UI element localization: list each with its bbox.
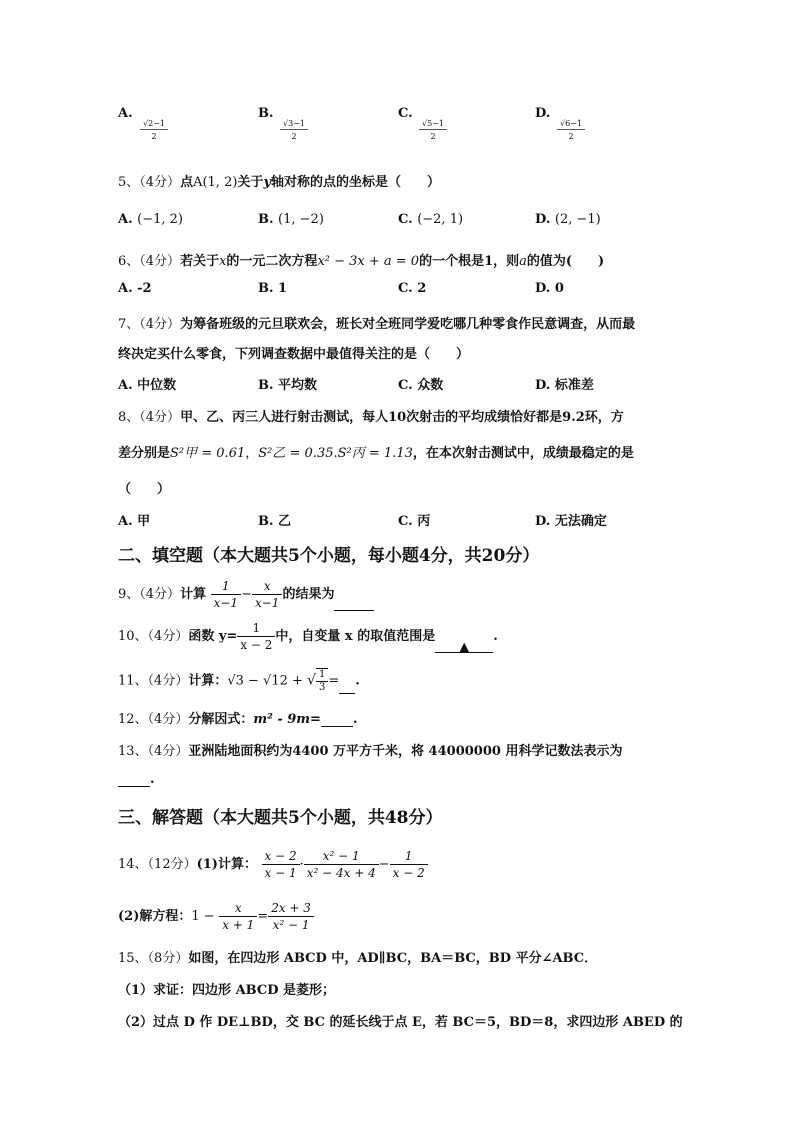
q8-option-b bbox=[258, 510, 291, 529]
numerator: 1 bbox=[211, 578, 241, 595]
question-text: ，在本次射击测试中，成绩最稳定的是 bbox=[412, 446, 634, 461]
fraction bbox=[268, 900, 314, 933]
numerator: 2x + 3 bbox=[268, 900, 314, 917]
numerator: x² − 1 bbox=[304, 848, 379, 865]
question-text: 关于 bbox=[237, 175, 264, 190]
fraction bbox=[237, 620, 275, 653]
question-text: 中，自变量 x 的取值范围是 bbox=[275, 629, 436, 644]
option-value: 1 bbox=[278, 281, 288, 296]
part-label: (2) bbox=[118, 909, 140, 924]
fraction bbox=[304, 848, 379, 881]
denominator: x−1 bbox=[254, 596, 280, 610]
question-text: 的一元二次方程 bbox=[226, 254, 318, 269]
fraction bbox=[316, 668, 328, 694]
q4-option-d bbox=[535, 106, 550, 121]
question-15-line3: （2）过点 D 作 DE⊥BD，交 BC 的延长线于点 E，若 BC＝5，BD＝8，求四边形 ABED 的 bbox=[118, 1015, 683, 1030]
question-score: （4分） bbox=[147, 673, 189, 689]
q5-option-d bbox=[535, 212, 601, 227]
fraction bbox=[211, 578, 241, 611]
period: . bbox=[150, 772, 155, 787]
operator: − bbox=[378, 857, 390, 872]
numerator: 1 bbox=[237, 620, 275, 637]
math-expression: √3 − √12 + bbox=[227, 673, 308, 689]
option-label: D. bbox=[535, 281, 551, 296]
question-score: （4分） bbox=[139, 175, 181, 190]
question-number: 8、 bbox=[118, 410, 140, 425]
math-expression: m² - 9m= bbox=[253, 712, 321, 727]
question-text: 函数 y= bbox=[188, 629, 238, 644]
fraction bbox=[252, 578, 282, 611]
option-label: B. bbox=[258, 281, 274, 296]
option-value: 无法确定 bbox=[554, 514, 607, 529]
option-value: (2, −1) bbox=[554, 212, 601, 227]
q7-option-d bbox=[535, 374, 594, 393]
question-number: 11、 bbox=[118, 673, 148, 689]
q6-option-d bbox=[535, 281, 564, 296]
question-14-part-1 bbox=[118, 848, 428, 881]
option-label: D. bbox=[535, 514, 551, 529]
q4-option-b bbox=[258, 106, 274, 121]
option-label: A. bbox=[118, 378, 133, 393]
fraction bbox=[262, 848, 300, 881]
section-heading-solve: 三、解答题（本大题共5个小题，共48分） bbox=[118, 808, 443, 828]
fraction bbox=[219, 900, 257, 933]
question-number: 12、 bbox=[118, 712, 148, 727]
math-variable: y bbox=[263, 175, 271, 190]
option-value: 丙 bbox=[417, 514, 431, 529]
q8-option-d bbox=[535, 510, 607, 529]
math-point: A(1, 2) bbox=[193, 175, 238, 190]
option-value: (1, −2) bbox=[278, 212, 324, 227]
q7-option-b bbox=[258, 374, 317, 393]
option-value: 标准差 bbox=[554, 378, 594, 393]
question-number: 6、 bbox=[118, 254, 140, 269]
question-text: 亚洲陆地面积约为4400 万平方千米，将 44000000 用科学记数法表示为 bbox=[188, 744, 623, 759]
variance-yi: S²乙 = 0.35 bbox=[258, 446, 334, 461]
q4-a-numerator: √2−1 bbox=[140, 119, 168, 130]
option-label: D. bbox=[535, 378, 551, 393]
question-text: 计算： bbox=[188, 673, 228, 689]
question-text: 的一个根是1，则 bbox=[419, 254, 520, 269]
option-value: 平均数 bbox=[278, 378, 318, 393]
question-score: （4分） bbox=[139, 317, 181, 332]
question-text: 计算： bbox=[217, 857, 257, 872]
part-label: (1) bbox=[196, 857, 218, 872]
numerator: 1 bbox=[390, 848, 428, 865]
question-15 bbox=[118, 947, 597, 966]
answer-blank[interactable] bbox=[321, 714, 353, 727]
option-value: -2 bbox=[137, 281, 152, 296]
q7-option-c bbox=[398, 374, 443, 393]
question-score: （4分） bbox=[139, 587, 181, 602]
question-13 bbox=[118, 740, 622, 759]
denominator: x + 1 bbox=[222, 918, 255, 932]
question-score: （4分） bbox=[139, 254, 181, 269]
denominator: x − 2 bbox=[392, 866, 425, 880]
question-text: 解方程： bbox=[139, 909, 192, 924]
question-score: （4分） bbox=[147, 744, 189, 759]
option-label: A. bbox=[118, 212, 133, 227]
denominator: 3 bbox=[318, 682, 326, 693]
q5-option-c bbox=[398, 212, 463, 227]
question-score: （4分） bbox=[147, 712, 189, 727]
option-value: 甲 bbox=[137, 514, 151, 529]
question-5 bbox=[118, 171, 440, 190]
equals: = bbox=[257, 909, 269, 924]
question-12 bbox=[118, 708, 357, 727]
denominator: x² − 4x + 4 bbox=[306, 866, 376, 880]
answer-blank[interactable] bbox=[435, 640, 493, 653]
q4-d-numerator: √6−1 bbox=[557, 119, 585, 130]
numerator: 1 bbox=[316, 669, 328, 682]
q4-option-c bbox=[398, 106, 413, 121]
math-equation: x² − 3x + a = 0 bbox=[317, 254, 420, 269]
math-variable: a bbox=[519, 254, 527, 269]
q6-option-b bbox=[258, 281, 287, 296]
q6-option-c bbox=[398, 281, 426, 296]
option-label: A. bbox=[118, 514, 133, 529]
option-label: C. bbox=[398, 212, 413, 227]
denominator: x − 2 bbox=[240, 638, 273, 652]
q4-option-a bbox=[118, 106, 133, 121]
question-10 bbox=[118, 620, 498, 653]
answer-blank[interactable] bbox=[339, 681, 355, 694]
question-number: 13、 bbox=[118, 744, 148, 759]
option-label: C. bbox=[398, 514, 413, 529]
operator: · bbox=[299, 857, 304, 872]
question-15-line2: （1）求证：四边形 ABCD 是菱形； bbox=[118, 983, 336, 998]
question-text: 甲、乙、丙三人进行射击测试，每人10次射击的平均成绩恰好都是9.2环，方 bbox=[180, 410, 624, 425]
question-text: 计算 bbox=[180, 587, 207, 602]
question-8-line2: 差分别是S²甲 = 0.61，S²乙 = 0.35.S²丙 = 1.13，在本次射击测试中，成绩最稳定的是 bbox=[118, 446, 634, 461]
option-value: (−2, 1) bbox=[417, 212, 464, 227]
question-score: （8分） bbox=[147, 951, 189, 966]
question-7 bbox=[118, 313, 635, 332]
period: . bbox=[355, 673, 360, 689]
option-label: D. bbox=[535, 212, 551, 227]
question-score: （4分） bbox=[147, 629, 189, 644]
equals: = bbox=[328, 673, 340, 689]
numerator: x bbox=[219, 900, 257, 917]
question-text: 轴对称的点的坐标是（ ） bbox=[271, 175, 441, 190]
question-8 bbox=[118, 406, 624, 425]
question-14-part-2 bbox=[118, 900, 314, 933]
option-label: B. bbox=[258, 106, 274, 121]
question-7-line2: 终决定买什么零食，下列调查数据中最值得关注的是（ ） bbox=[118, 347, 470, 362]
q5-option-a bbox=[118, 212, 183, 227]
section-heading-fill-in: 二、填空题（本大题共5个小题，每小题4分，共20分） bbox=[118, 546, 540, 566]
question-number: 14、 bbox=[118, 857, 148, 872]
q4-a-denominator: 2 bbox=[151, 132, 157, 141]
period: . bbox=[352, 712, 358, 727]
option-label: C. bbox=[398, 281, 413, 296]
question-9 bbox=[118, 578, 374, 611]
answer-blank[interactable] bbox=[334, 598, 374, 611]
variance-bing: S²丙 = 1.13 bbox=[337, 446, 413, 461]
option-value: 乙 bbox=[278, 514, 292, 529]
q4-d-denominator: 2 bbox=[568, 132, 574, 141]
option-label: B. bbox=[258, 514, 274, 529]
q4-b-numerator: √3−1 bbox=[280, 119, 308, 130]
operator: − bbox=[241, 587, 252, 602]
question-text: 的结果为 bbox=[282, 587, 335, 602]
q8-option-a bbox=[118, 510, 150, 529]
question-8-line3: （ ） bbox=[118, 482, 171, 497]
q8-option-c bbox=[398, 510, 430, 529]
denominator: x² − 1 bbox=[272, 918, 310, 932]
option-label: B. bbox=[258, 378, 274, 393]
q4-c-denominator: 2 bbox=[430, 132, 436, 141]
option-label: D. bbox=[535, 106, 551, 121]
question-number: 15、 bbox=[118, 951, 148, 966]
fraction bbox=[390, 848, 428, 881]
math-expression: 1 − bbox=[191, 909, 215, 924]
question-number: 10、 bbox=[118, 629, 148, 644]
q7-option-a bbox=[118, 374, 176, 393]
denominator: x−1 bbox=[213, 596, 239, 610]
question-text: 差分别是 bbox=[118, 446, 171, 461]
math-variable: x bbox=[219, 254, 227, 269]
q4-c-numerator: √5−1 bbox=[419, 119, 447, 130]
question-text: 的值为( ) bbox=[526, 254, 605, 269]
numerator: x bbox=[252, 578, 282, 595]
variance-jia: S²甲 = 0.61 bbox=[170, 446, 246, 461]
question-text: 若关于 bbox=[180, 254, 220, 269]
triangle-marker-icon: ▲ bbox=[459, 640, 470, 655]
answer-blank[interactable] bbox=[118, 774, 150, 787]
option-value: 0 bbox=[554, 281, 564, 296]
question-6 bbox=[118, 250, 604, 269]
period: . bbox=[493, 629, 498, 644]
question-13-line2 bbox=[118, 772, 155, 787]
question-number: 9、 bbox=[118, 587, 140, 602]
option-label: B. bbox=[258, 212, 274, 227]
question-text: 分解因式： bbox=[188, 712, 254, 727]
option-value: 2 bbox=[417, 281, 427, 296]
question-text: 如图，在四边形 ABCD 中，AD∥BC，BA＝BC，BD 平分∠ABC． bbox=[188, 951, 598, 966]
question-score: （12分） bbox=[147, 857, 197, 872]
option-label: C. bbox=[398, 106, 413, 121]
option-label: C. bbox=[398, 378, 413, 393]
q5-option-b bbox=[258, 212, 324, 227]
question-text: 点 bbox=[180, 175, 194, 190]
denominator: x − 1 bbox=[264, 866, 297, 880]
option-value: 众数 bbox=[417, 378, 444, 393]
q6-option-a bbox=[118, 281, 152, 296]
question-score: （4分） bbox=[139, 410, 181, 425]
question-text: 为筹备班级的元旦联欢会，班长对全班同学爱吃哪几种零食作民意调查，从而最 bbox=[180, 317, 636, 332]
option-value: (−1, 2) bbox=[137, 212, 183, 227]
option-value: 中位数 bbox=[137, 378, 177, 393]
numerator: x − 2 bbox=[262, 848, 300, 865]
option-label: A. bbox=[118, 281, 133, 296]
question-11: 11、（4分）计算：√3 − √12 + √ $\frac{1}{3}$ = . bbox=[118, 669, 360, 693]
option-label: A. bbox=[118, 106, 133, 121]
question-number: 7、 bbox=[118, 317, 140, 332]
q4-b-denominator: 2 bbox=[291, 132, 297, 141]
question-number: 5、 bbox=[118, 175, 140, 190]
